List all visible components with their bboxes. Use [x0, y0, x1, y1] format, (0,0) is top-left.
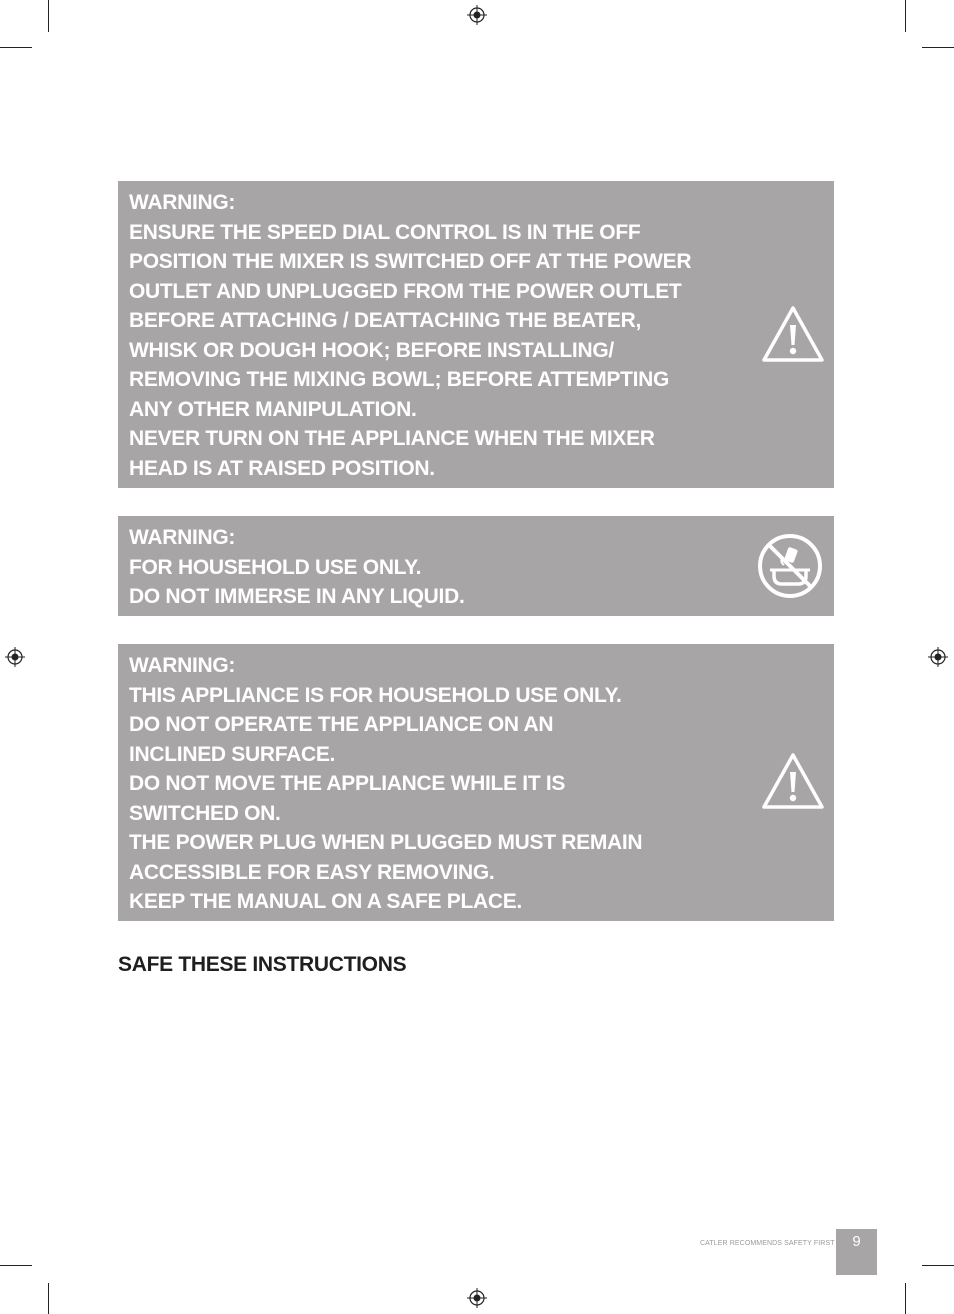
warning-line: OUTLET AND UNPLUGGED FROM THE POWER OUTLET [129, 279, 682, 303]
warning-triangle-icon [761, 305, 825, 363]
warning-line: DO NOT OPERATE THE APPLIANCE ON AN [129, 713, 554, 736]
no-immersion-icon [756, 532, 824, 600]
footer-tagline: CATLER RECOMMENDS SAFETY FIRST [700, 1240, 835, 1247]
warning-text [129, 188, 834, 483]
crop-mark [48, 1283, 49, 1314]
warning-triangle-icon [761, 752, 825, 810]
crop-mark [922, 47, 954, 48]
warning-line: THE POWER PLUG WHEN PLUGGED MUST REMAIN [129, 831, 643, 854]
warning-box [118, 644, 834, 921]
crop-mark [905, 0, 906, 32]
warning-line: BEFORE ATTACHING / DEATTACHING THE BEATER, [129, 309, 641, 332]
warning-line: KEEP THE MANUAL ON A SAFE PLACE. [129, 890, 522, 913]
crop-mark [0, 1265, 32, 1266]
crop-mark [905, 1283, 906, 1314]
warning-line: ENSURE THE SPEED DIAL CONTROL IS IN THE OFF [129, 220, 641, 244]
warning-line: ACCESSIBLE FOR EASY REMOVING. [129, 860, 495, 884]
page-number: 9 [836, 1229, 877, 1275]
crop-mark [922, 1265, 954, 1266]
crop-mark [48, 0, 49, 32]
closing-instruction: SAFE THESE INSTRUCTIONS [118, 953, 407, 976]
warning-box [118, 516, 834, 616]
crop-mark [0, 47, 32, 48]
registration-mark-icon [467, 5, 487, 25]
warning-line: REMOVING THE MIXING BOWL; BEFORE ATTEMPTING [129, 368, 670, 391]
warning-line: WHISK OR DOUGH HOOK; BEFORE INSTALLING/ [129, 338, 614, 362]
warning-heading: WARNING: [129, 526, 236, 549]
warning-text [129, 651, 834, 917]
warning-line: THIS APPLIANCE IS FOR HOUSEHOLD USE ONLY. [129, 683, 622, 707]
registration-mark-icon [467, 1288, 487, 1308]
warning-line: HEAD IS AT RAISED POSITION. [129, 456, 435, 480]
warning-line: DO NOT MOVE THE APPLIANCE WHILE IT IS [129, 772, 566, 795]
warning-box [118, 181, 834, 488]
warning-line: DO NOT IMMERSE IN ANY LIQUID. [129, 585, 465, 608]
warning-line: POSITION THE MIXER IS SWITCHED OFF AT THE POWER [129, 250, 692, 273]
warning-line: SWITCHED ON. [129, 801, 281, 825]
warning-line: INCLINED SURFACE. [129, 742, 336, 766]
warning-line: FOR HOUSEHOLD USE ONLY. [129, 555, 422, 579]
warning-heading: WARNING: [129, 191, 236, 214]
warning-line: NEVER TURN ON THE APPLIANCE WHEN THE MIXER [129, 427, 655, 450]
registration-mark-icon [5, 647, 25, 667]
warning-text [129, 523, 834, 612]
warning-line: ANY OTHER MANIPULATION. [129, 397, 417, 421]
registration-mark-icon [928, 647, 948, 667]
warning-heading: WARNING: [129, 654, 236, 677]
